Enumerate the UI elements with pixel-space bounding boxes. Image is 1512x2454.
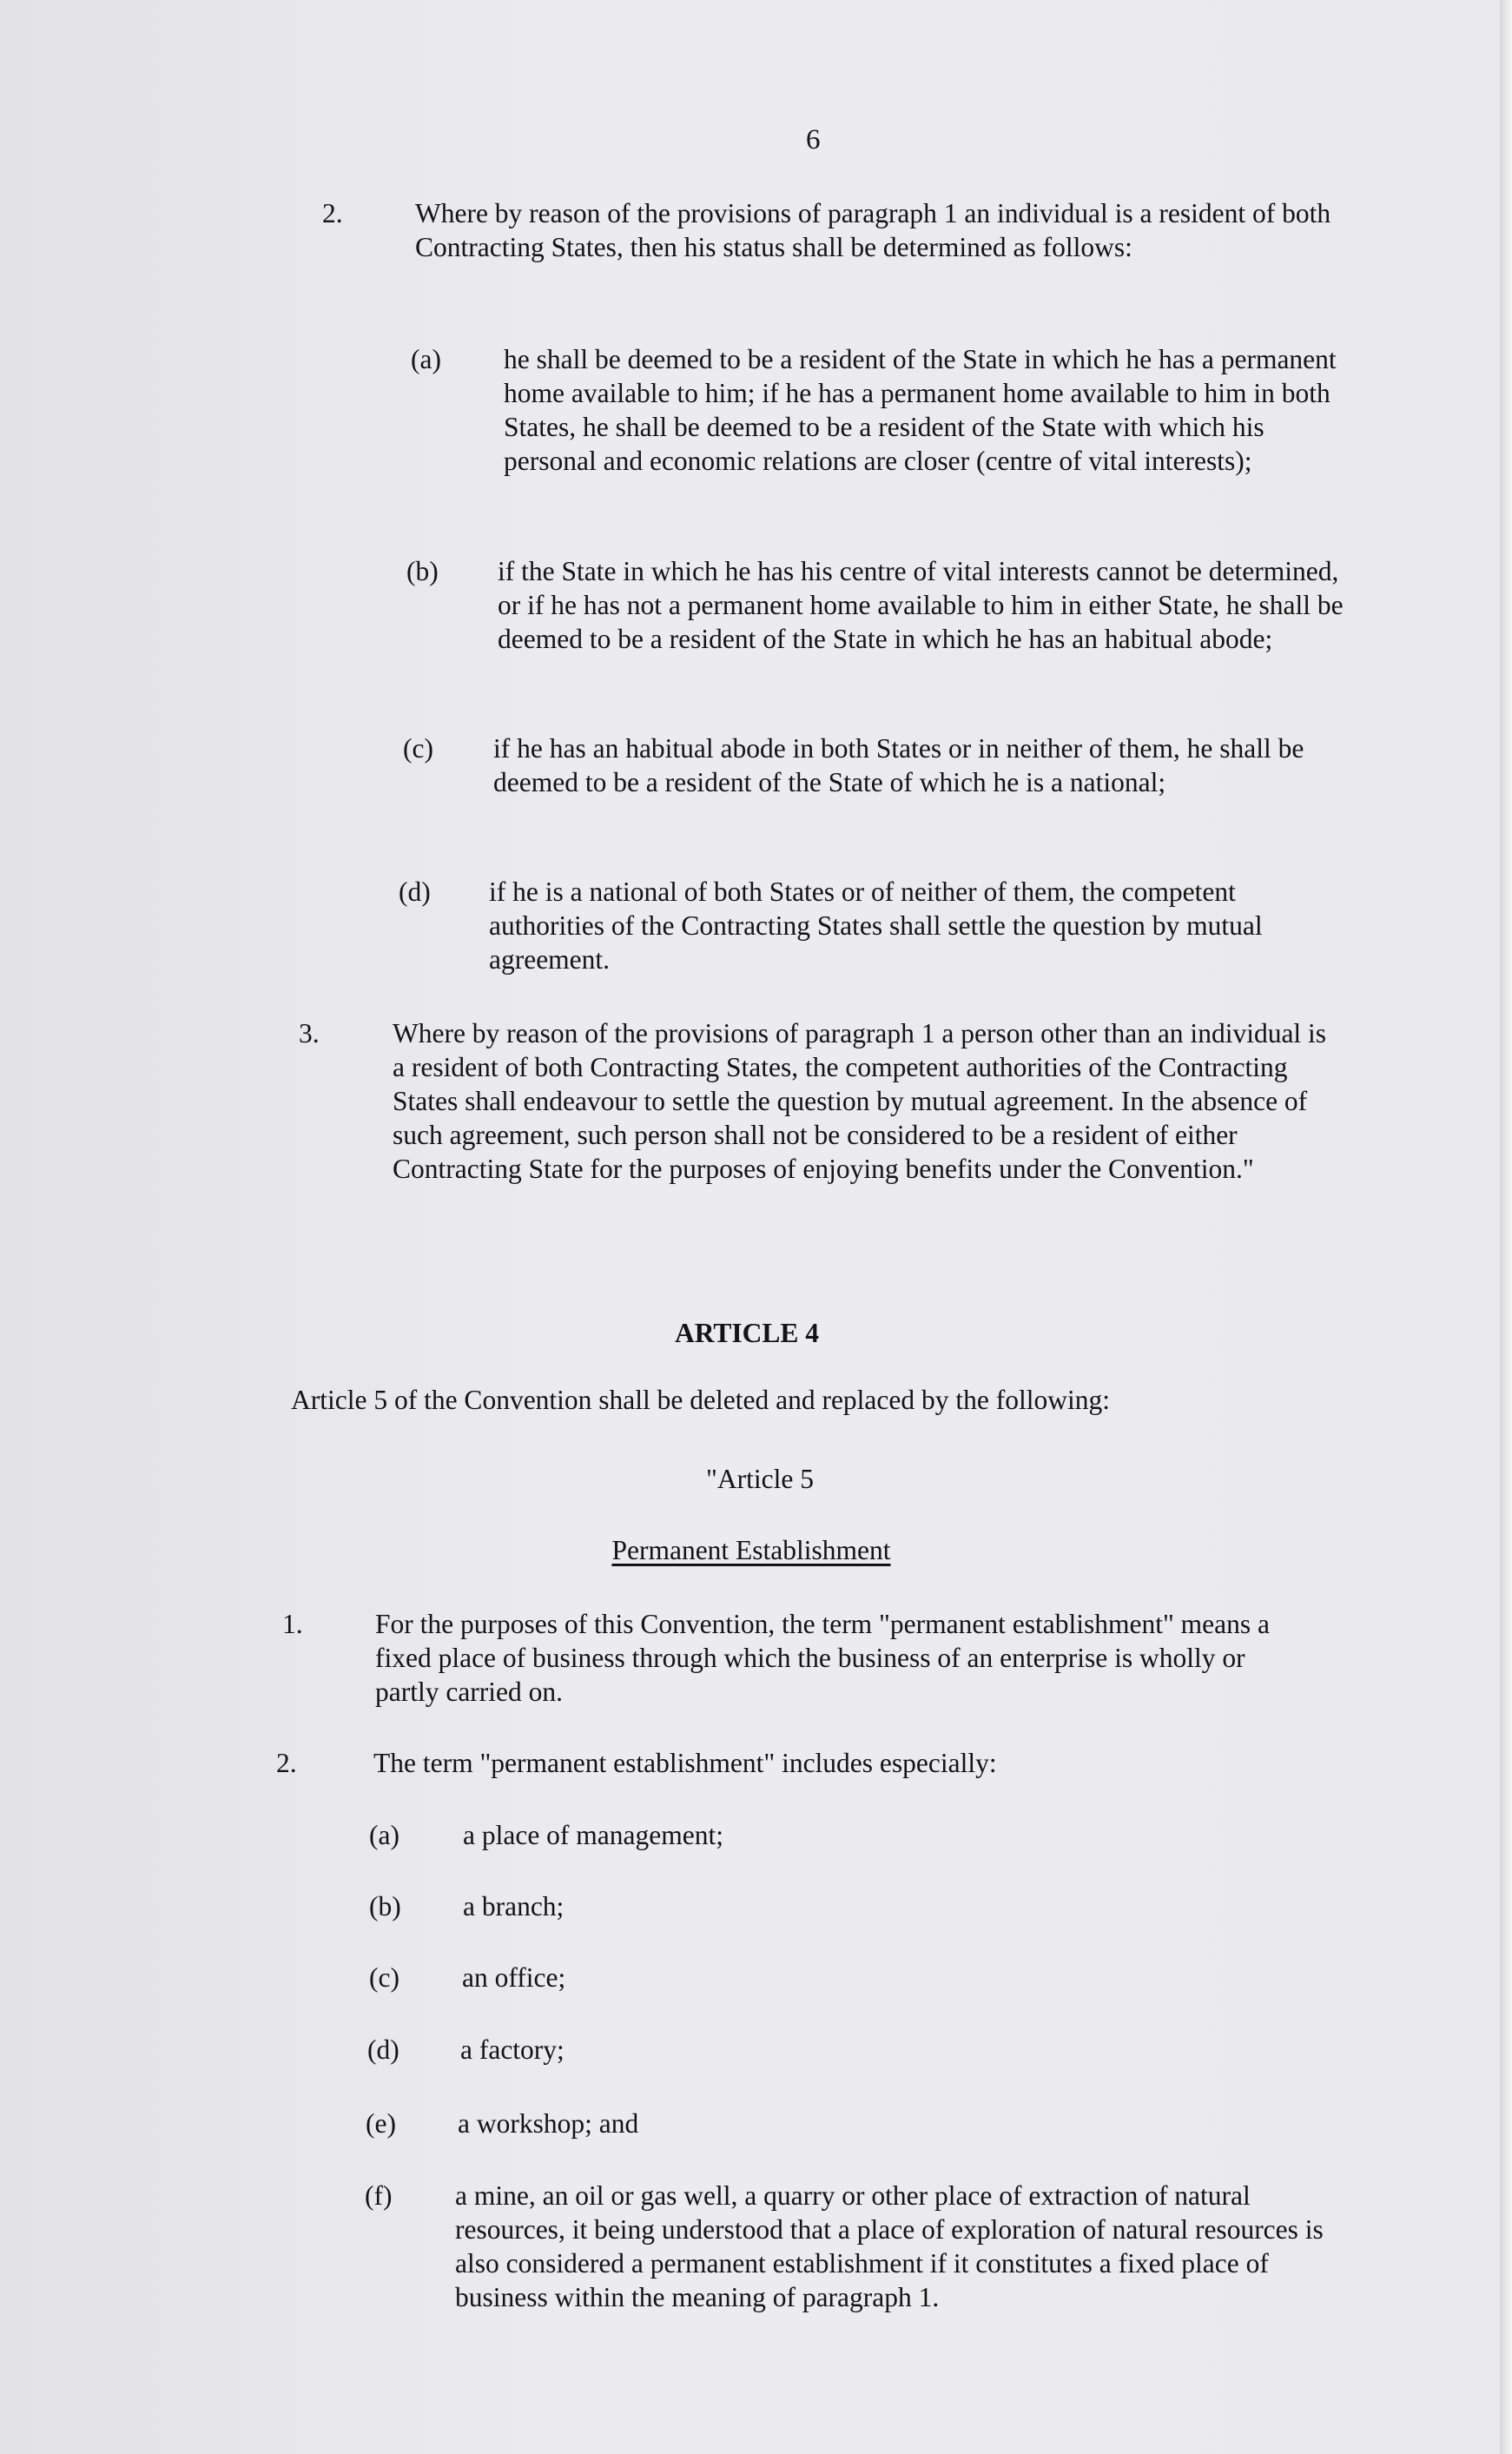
paragraph-3-text: Where by reason of the provisions of paragraph 1 a person other than an individual is a resident of both Contracting States, the competent authorities of the Contracting States shall endeavour to settle the question by mutual agreement. In the absence of such agreement, such person shall not be considered to be a resident of either Contracting State for the purposes of enjoying benefits under the Convention.": [393, 1018, 1327, 1184]
list-item-d-label: (d): [367, 2034, 399, 2065]
list-item-e-label: (e): [366, 2108, 396, 2139]
list-item-e-text: a workshop; and: [458, 2108, 639, 2139]
item-b-text: if the State in which he has his centre of vital interests cannot be determined, or if he has not a permanent home available to him in either State, he shall be deemed to be a resident of the State in which he has an habitual abode;: [498, 556, 1344, 654]
item-d-label: (d): [399, 876, 431, 907]
list-item-b-label: (b): [369, 1891, 401, 1922]
page-number: 6: [806, 124, 821, 155]
list-item-f-label: (f): [365, 2180, 393, 2211]
item-c-text: if he has an habitual abode in both States or in neither of them, he shall be deemed to be a resident of the State of which he is a national;: [493, 733, 1304, 797]
article-intro: Article 5 of the Convention shall be deleted and replaced by the following:: [291, 1385, 1110, 1415]
establishment-para-1-number: 1.: [282, 1609, 303, 1639]
item-c-label: (c): [403, 733, 433, 764]
list-item-a-label: (a): [369, 1820, 399, 1850]
establishment-para-2-number: 2.: [276, 1748, 297, 1778]
quoted-article-title: "Article 5: [706, 1464, 814, 1494]
item-a-label: (a): [411, 344, 441, 374]
item-b-label: (b): [406, 556, 439, 586]
item-d-text: if he is a national of both States or of neither of them, the competent authorities of the Contracting States shall settle the question by mutual agreement.: [489, 876, 1263, 975]
list-item-b-text: a branch;: [463, 1891, 565, 1922]
list-item-c-text: an office;: [462, 1962, 566, 1993]
paragraph-2-text: Where by reason of the provisions of paragraph 1 an individual is a resident of both Contracting States, then his status shall be determined as follows:: [415, 198, 1331, 262]
paragraph-2-number: 2.: [322, 198, 343, 228]
paragraph-3-number: 3.: [299, 1018, 320, 1048]
list-item-d-text: a factory;: [460, 2034, 565, 2065]
establishment-para-2-text: The term "permanent establishment" includes especially:: [373, 1748, 997, 1778]
list-item-a-text: a place of management;: [463, 1820, 723, 1850]
page-edge: [1500, 0, 1512, 2454]
section-subtitle: Permanent Establishment: [611, 1535, 891, 1565]
article-heading: ARTICLE 4: [674, 1318, 820, 1348]
list-item-c-label: (c): [369, 1962, 399, 1993]
item-a-text: he shall be deemed to be a resident of the State in which he has a permanent home available to him; if he has a permanent home available to him in both States, he shall be deemed to be a resident of the State with which his personal and economic relations are closer (centre of vital interests);: [504, 344, 1337, 476]
list-item-f-text: a mine, an oil or gas well, a quarry or other place of extraction of natural resources, it being understood that a place of exploration of natural resources is also considered a permanent establishment if it constitutes a fixed place of business within the meaning of paragraph 1.: [455, 2180, 1324, 2312]
establishment-para-1-text: For the purposes of this Convention, the term "permanent establishment" means a fixed place of business through which the business of an enterprise is wholly or partly carried on.: [375, 1609, 1271, 1707]
